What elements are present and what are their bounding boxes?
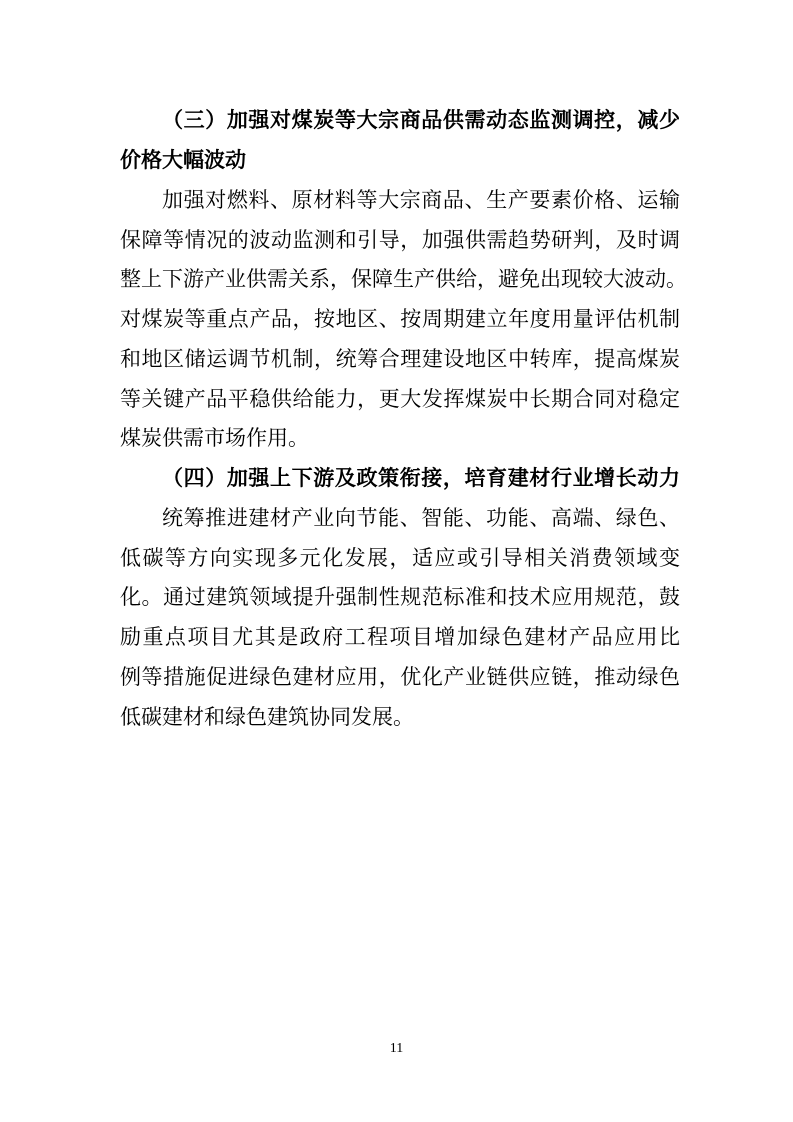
section-4-paragraph-line-5: 例等措施促进绿色建材应用，优化产业链供应链，推动绿色 <box>120 665 680 689</box>
section-3-heading-line-2: 价格大幅波动 <box>120 147 246 172</box>
section-3-paragraph-line-4: 对煤炭等重点产品，按地区、按周期建立年度用量评估机制 <box>120 307 680 331</box>
section-4-paragraph-line-4: 励重点项目尤其是政府工程项目增加绿色建材产品应用比 <box>120 625 680 649</box>
section-3-paragraph-line-1: 加强对燃料、原材料等大宗商品、生产要素价格、运输 <box>162 188 680 212</box>
section-3-paragraph-line-3: 整上下游产业供需关系，保障生产供给，避免出现较大波动。 <box>120 267 687 291</box>
section-4-heading-line-1: （四）加强上下游及政策衔接，培育建材行业增长动力 <box>162 465 680 490</box>
section-3-heading-line-1: （三）加强对煤炭等大宗商品供需动态监测调控，减少 <box>162 107 680 132</box>
section-4-paragraph-line-3: 化。通过建筑领域提升强制性规范标准和技术应用规范，鼓 <box>120 585 680 609</box>
section-4-paragraph-line-6: 低碳建材和绿色建筑协同发展。 <box>120 705 414 729</box>
page-number: 11 <box>389 1041 404 1056</box>
section-3-paragraph-line-7: 煤炭供需市场作用。 <box>120 426 309 450</box>
section-4-paragraph-line-2: 低碳等方向实现多元化发展，适应或引导相关消费领域变 <box>120 546 680 570</box>
section-3-paragraph-line-5: 和地区储运调节机制，统筹合理建设地区中转库，提高煤炭 <box>120 347 680 371</box>
section-4-paragraph-line-1: 统筹推进建材产业向节能、智能、功能、高端、绿色、 <box>162 506 680 530</box>
section-3-paragraph-line-6: 等关键产品平稳供给能力，更大发挥煤炭中长期合同对稳定 <box>120 387 680 411</box>
section-3-paragraph-line-2: 保障等情况的波动监测和引导，加强供需趋势研判，及时调 <box>120 228 680 252</box>
